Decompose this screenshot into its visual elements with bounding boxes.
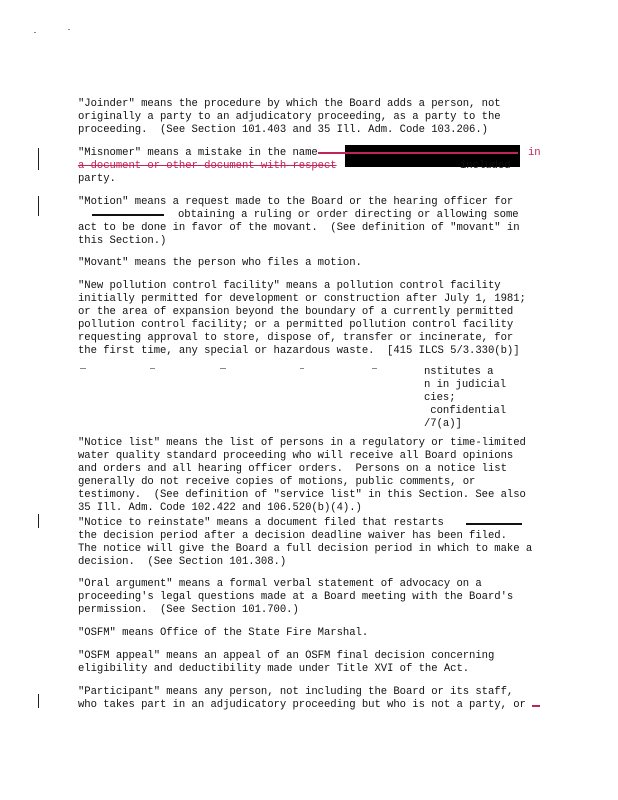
new-pollution-line-6: the first time, any special or hazardous waste. [415 ILCS 5/3.330(b)]: [78, 345, 520, 357]
misnomer-struck-text: a document or other document with respect: [78, 160, 337, 172]
new-pollution-line-3: or the area of expansion beyond the boundary of a currently permitted: [78, 306, 514, 318]
misnomer-line-3: party.: [78, 173, 116, 185]
scan-speck: [68, 29, 70, 30]
notice-reinstate-line-2: the decision period after a decision deadline waiver has been filed.: [78, 530, 507, 542]
scan-speck: [34, 32, 36, 33]
new-pollution-line-5: requesting approval to store, dispose of, transfer or incinerate, for: [78, 332, 514, 344]
new-pollution-line-2: initially permitted for development or construction after July 1, 1981;: [78, 293, 526, 305]
deletion-mark: [466, 523, 522, 525]
new-pollution-line-4: pollution control facility; or a permitted pollution control facility: [78, 319, 514, 331]
osfm-appeal-line-1: "OSFM appeal" means an appeal of an OSFM final decision concerning: [78, 650, 495, 662]
notice-reinstate-line-4: decision. (See Section 101.308.): [78, 556, 287, 568]
notice-list-line-6: 35 Ill. Adm. Code 102.422 and 106.520(b)(4).): [78, 502, 362, 514]
deletion-mark: [92, 214, 164, 216]
misnomer-inserted-word: in: [528, 147, 541, 159]
scan-fragment: [220, 368, 226, 369]
joinder-line-2: originally a party to an adjudicatory proceeding, as a party to the: [78, 111, 501, 123]
motion-line-2: obtaining a ruling or order directing or allowing some: [178, 209, 519, 221]
notice-list-line-2: water quality standard proceeding who will receive all Board opinions: [78, 450, 514, 462]
movant-definition: "Movant" means the person who files a motion.: [78, 257, 362, 269]
notice-list-line-4: generally do not receive copies of motions, public comments, or: [78, 476, 476, 488]
misnomer-line-2-tail: included: [460, 160, 511, 172]
revision-mark: [532, 705, 540, 707]
oral-argument-line-1: "Oral argument" means a formal verbal statement of advocacy on a: [78, 578, 482, 590]
notice-list-line-5: testimony. (See definition of "service list" in this Section. See also: [78, 489, 526, 501]
notice-reinstate-line-1: "Notice to reinstate" means a document filed that restarts: [78, 517, 444, 529]
oral-argument-line-3: permission. (See Section 101.700.): [78, 604, 299, 616]
participant-line-2: who takes part in an adjudicatory proceeding but who is not a party, or: [78, 699, 526, 711]
fragment-line-4: confidential: [424, 405, 506, 417]
fragment-line-2: n in judicial: [424, 379, 506, 391]
scan-fragment: [80, 368, 86, 369]
fragment-line-3: cies;: [424, 392, 456, 404]
motion-line-3: act to be done in favor of the movant. (See definition of "movant" in: [78, 222, 520, 234]
new-pollution-line-1: "New pollution control facility" means a pollution control facility: [78, 280, 501, 292]
change-bar: [38, 148, 39, 170]
notice-list-line-3: and orders and all hearing officer orders. Persons on a notice list: [78, 463, 507, 475]
change-bar: [38, 694, 39, 708]
motion-line-4: this Section.): [78, 235, 167, 247]
revision-strike: [318, 152, 518, 154]
notice-reinstate-line-3: The notice will give the Board a full decision period in which to make a: [78, 543, 533, 555]
change-bar: [38, 514, 39, 528]
participant-line-1: "Participant" means any person, not including the Board or its staff,: [78, 686, 514, 698]
notice-list-line-1: "Notice list" means the list of persons in a regulatory or time-limited: [78, 437, 526, 449]
fragment-line-5: /7(a)]: [424, 418, 462, 430]
change-bar: [38, 196, 39, 216]
motion-line-1: "Motion" means a request made to the Board or the hearing officer for: [78, 196, 514, 208]
osfm-appeal-line-2: eligibility and deductibility made under Title XVI of the Act.: [78, 663, 470, 675]
scan-fragment: [150, 368, 155, 369]
scan-fragment: [372, 368, 377, 369]
fragment-line-1: nstitutes a: [424, 366, 494, 378]
joinder-line-1: "Joinder" means the procedure by which the Board adds a person, not: [78, 98, 501, 110]
joinder-line-3: proceeding. (See Section 101.403 and 35 Ill. Adm. Code 103.206.): [78, 124, 488, 136]
scan-fragment: [300, 368, 304, 369]
osfm-definition: "OSFM" means Office of the State Fire Marshal.: [78, 627, 369, 639]
misnomer-line-1: "Misnomer" means a mistake in the name: [78, 147, 318, 159]
oral-argument-line-2: proceeding's legal questions made at a Board meeting with the Board's: [78, 591, 514, 603]
